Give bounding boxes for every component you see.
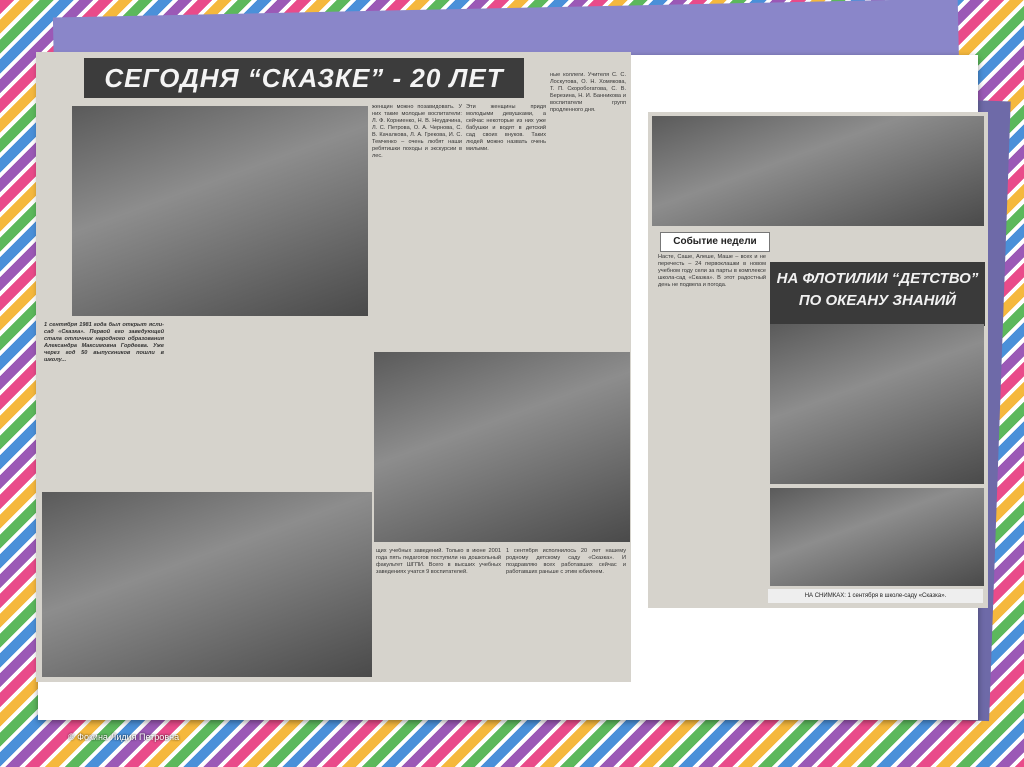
article-photo-group <box>42 492 372 677</box>
side-photo-girl <box>770 324 984 484</box>
article-bottom-text: щих учебных заведений. Только в июне 2001 года пять педагогов поступили на дошкольный факультет ШГПИ. Всего в высших учебных заведениях учатся 9 воспитателей. <box>376 548 501 575</box>
article-column-1: женщин можно позавидовать. У них такие молодые воспитатели: Л. Ф. Корниенко, Н. В. Неудачина, Л. С. Петрова, О. А. Чернова, С. В. Качалкова, Л. А. Грекова, И. С. Темченко – очень любят наши ребятишки походы и экскурсии в лес. <box>372 104 462 159</box>
side-caption: НА СНИМКАХ: 1 сентября в школе-саду «Сказка». <box>768 589 983 603</box>
newspaper-clipping-left <box>36 52 631 682</box>
newspaper-clipping-right <box>648 112 988 608</box>
copyright-text: © Фокина Лидия Петровна <box>68 732 180 742</box>
side-photo-classroom <box>770 488 984 586</box>
side-banner: НА ФЛОТИЛИИ “ДЕТСТВО” ПО ОКЕАНУ ЗНАНИЙ <box>770 262 985 326</box>
article-photo-classroom <box>374 352 630 542</box>
article-headline: СЕГОДНЯ “СКАЗКЕ” - 20 ЛЕТ <box>84 58 524 98</box>
side-article-text: Насте, Саше, Алеше, Маше – всех и не перечесть – 24 первоклашки в новом учебном году сели за парты в комплексе школа-сад «Сказка». В этот радостный день не подвела и погода. <box>658 254 766 288</box>
article-column-3: ные коллеги. Учителя С. С. Лоскутова, О. Н. Хомякова, Т. П. Скоробогатова, С. В. Березина, Н. И. Банникова и воспитатели групп продленного дня. <box>550 72 626 113</box>
article-intro: 1 сентября 1981 года был открыт ясли-сад «Сказка». Первой его заведующей стала отличник народного образования Александра Максимовна Гордеева. Уже через год 50 выпускников пошли в школу... <box>44 322 164 363</box>
side-photo-teachers <box>652 116 984 226</box>
article-column-2: Эти женщины придя молодыми девушками, а сейчас некоторые из них уже бабушки и водят в детский сад своих внуков. Таких людей можно назвать очень милыми. <box>466 104 546 152</box>
section-label: Событие недели <box>660 232 770 252</box>
article-closing-text: 1 сентября исполнилось 20 лет нашему родному детскому саду «Сказка». И поздравляю всех работавших сейчас и работавших раньше с этим юбилеем. <box>506 548 626 575</box>
article-photo-children-dancing <box>72 106 368 316</box>
